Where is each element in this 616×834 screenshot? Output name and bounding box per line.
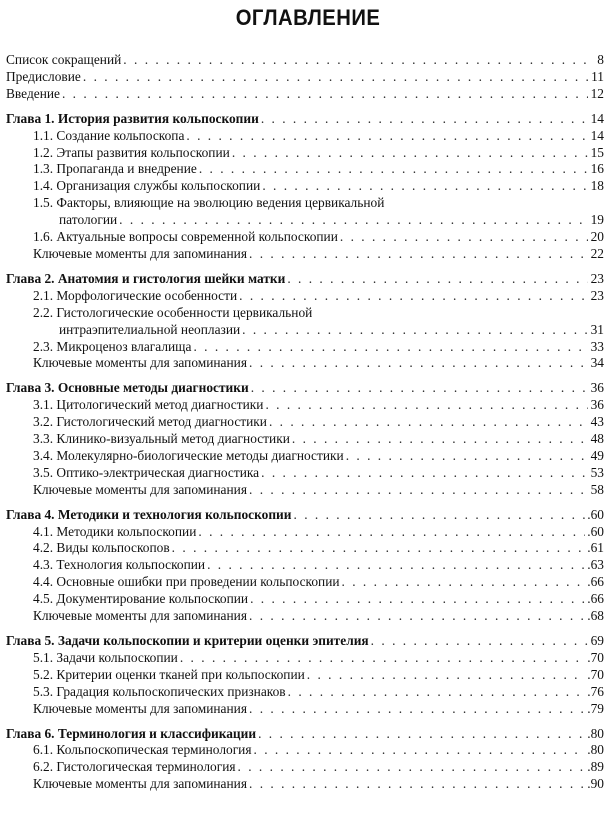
leader-dots bbox=[198, 524, 585, 541]
toc-page-number: .90 bbox=[587, 776, 604, 792]
toc-entry-label: Глава 5. Задачи кольпоскопии и критерии оценки эпителия bbox=[6, 633, 369, 648]
toc-entry-label: 6.1. Кольпоскопическая терминология bbox=[33, 742, 252, 758]
toc-page-number: 20 bbox=[590, 229, 604, 245]
leader-dots bbox=[199, 161, 588, 178]
chapter-heading[interactable] bbox=[6, 111, 604, 128]
leader-dots bbox=[249, 701, 585, 718]
toc-entry-key-points[interactable] bbox=[6, 355, 604, 372]
chapter-heading[interactable] bbox=[6, 507, 604, 524]
leader-dots bbox=[180, 650, 585, 667]
toc-entry[interactable] bbox=[6, 557, 604, 574]
toc-entry-label: Ключевые моменты для запоминания bbox=[33, 608, 247, 624]
toc-entry-label: Глава 4. Методики и технология кольпоскопии bbox=[6, 506, 292, 522]
toc-entry[interactable] bbox=[6, 145, 604, 162]
toc-entry[interactable] bbox=[6, 178, 604, 195]
toc-entry-label: 3.1. Цитологический метод диагностики bbox=[33, 397, 264, 413]
toc-entry-label: 1.4. Организация службы кольпоскопии bbox=[33, 178, 261, 194]
toc-entry[interactable] bbox=[6, 431, 604, 448]
toc-page-number: 14 bbox=[590, 110, 604, 126]
toc-entry[interactable] bbox=[6, 742, 604, 759]
toc-entry-label: Ключевые моменты для запоминания bbox=[33, 700, 247, 716]
toc-entry-label: Ключевые моменты для запоминания bbox=[33, 355, 247, 371]
chapter-heading[interactable] bbox=[6, 726, 604, 743]
toc-page-number: 8 bbox=[597, 52, 604, 67]
toc-page-number: 16 bbox=[590, 161, 604, 177]
toc-entry-label: Ключевые моменты для запоминания bbox=[33, 481, 247, 497]
toc-page-number: 34 bbox=[590, 355, 604, 371]
toc-entry-label: 1.1. Создание кольпоскопа bbox=[33, 127, 185, 143]
leader-dots bbox=[288, 684, 586, 701]
toc-entry-label: 5.1. Задачи кольпоскопии bbox=[33, 649, 178, 665]
toc-entry-label: 2.1. Морфологические особенности bbox=[33, 287, 238, 303]
toc-entry-key-points[interactable] bbox=[6, 246, 604, 263]
leader-dots bbox=[258, 726, 585, 743]
chapter-5 bbox=[6, 633, 604, 718]
toc-entry[interactable] bbox=[6, 524, 604, 541]
toc-entry-label: Список сокращений bbox=[6, 52, 122, 67]
toc-page-number: 53 bbox=[590, 464, 604, 480]
leader-dots bbox=[294, 507, 586, 524]
toc-page-number: 12 bbox=[590, 85, 604, 101]
toc-entry-label: 6.2. Гистологическая терминология bbox=[33, 759, 236, 775]
leader-dots bbox=[269, 414, 588, 431]
toc-entry[interactable] bbox=[6, 667, 604, 684]
toc-page-number: .70 bbox=[587, 649, 604, 665]
toc-entry-label: 5.3. Градация кольпоскопических признаков bbox=[33, 683, 286, 699]
toc-entry[interactable] bbox=[6, 128, 604, 145]
toc-page-number: 11 bbox=[591, 68, 604, 84]
toc-entry[interactable] bbox=[6, 339, 604, 356]
toc-entry-key-points[interactable] bbox=[6, 701, 604, 718]
leader-dots bbox=[249, 355, 588, 372]
toc-page-number: .70 bbox=[587, 666, 604, 682]
toc-entry-label: Глава 2. Анатомия и гистология шейки матки bbox=[6, 270, 286, 286]
leader-dots bbox=[186, 128, 588, 145]
toc-page-number: .79 bbox=[587, 700, 604, 716]
toc-entry[interactable] bbox=[6, 540, 604, 557]
toc-entry-label: 1.3. Пропаганда и внедрение bbox=[33, 161, 197, 177]
leader-dots bbox=[371, 633, 588, 650]
leader-dots bbox=[249, 246, 588, 263]
toc-entry-label: Глава 3. Основные методы диагностики bbox=[6, 380, 249, 396]
leader-dots bbox=[254, 742, 586, 759]
toc-page-number: .80 bbox=[587, 725, 604, 741]
toc-entry-abbreviations[interactable] bbox=[6, 52, 604, 69]
toc-entry[interactable] bbox=[6, 414, 604, 431]
toc-page-number: 36 bbox=[590, 397, 604, 413]
leader-dots bbox=[292, 431, 588, 448]
toc-page-number: .60 bbox=[587, 523, 604, 539]
toc-entry-label: патологии bbox=[59, 212, 118, 228]
leader-dots bbox=[119, 212, 588, 229]
leader-dots bbox=[83, 69, 588, 86]
toc-page-number: 19 bbox=[590, 212, 604, 228]
toc-page-number: 43 bbox=[590, 414, 604, 430]
toc-entry-label: 3.2. Гистологический метод диагностики bbox=[33, 414, 267, 430]
toc-entry-label: 4.4. Основные ошибки при проведении кольпоскопии bbox=[33, 574, 340, 590]
leader-dots bbox=[346, 448, 588, 465]
leader-dots bbox=[342, 574, 586, 591]
leader-dots bbox=[238, 759, 586, 776]
chapter-3 bbox=[6, 380, 604, 498]
toc-page-number: 36 bbox=[590, 380, 604, 396]
toc-entry-label: 4.2. Виды кольпоскопов bbox=[33, 540, 170, 556]
toc-entry-label: Ключевые моменты для запоминания bbox=[33, 776, 247, 792]
leader-dots bbox=[239, 288, 588, 305]
leader-dots bbox=[262, 178, 588, 195]
toc-entry[interactable] bbox=[6, 650, 604, 667]
leader-dots bbox=[123, 52, 588, 69]
toc-entry[interactable] bbox=[6, 397, 604, 414]
toc-entry[interactable] bbox=[6, 229, 604, 246]
toc-entry-wrapped-continuation[interactable] bbox=[6, 322, 604, 339]
toc-entry[interactable] bbox=[6, 161, 604, 178]
toc-page-number: 23 bbox=[590, 270, 604, 286]
toc-page-number: .66 bbox=[587, 591, 604, 607]
toc-entry-label: 1.2. Этапы развития кольпоскопии bbox=[33, 144, 230, 160]
toc-entry[interactable] bbox=[6, 465, 604, 482]
toc-entry-key-points[interactable] bbox=[6, 482, 604, 499]
leader-dots bbox=[193, 339, 588, 356]
toc-entry-label: Глава 1. История развития кольпоскопии bbox=[6, 110, 259, 126]
toc-entry[interactable] bbox=[6, 684, 604, 701]
toc-page-number: 58 bbox=[590, 481, 604, 497]
toc-page-number: 23 bbox=[590, 287, 604, 303]
toc-page-number: .63 bbox=[587, 557, 604, 573]
toc-page-number: .76 bbox=[587, 683, 604, 699]
chapter-4 bbox=[6, 507, 604, 625]
chapter-2 bbox=[6, 271, 604, 372]
leader-dots bbox=[207, 557, 585, 574]
toc-entry-label: интраэпителиальной неоплазии bbox=[59, 321, 241, 337]
leader-dots bbox=[232, 145, 588, 162]
leader-dots bbox=[249, 482, 588, 499]
toc-entry-label: 2.3. Микроценоз влагалища bbox=[33, 338, 192, 354]
toc-entry-label: 1.6. Актуальные вопросы современной кольпоскопии bbox=[33, 229, 338, 245]
toc-entry[interactable] bbox=[6, 288, 604, 305]
toc-entry-label: Введение bbox=[6, 85, 60, 101]
leader-dots bbox=[249, 776, 585, 793]
leader-dots bbox=[261, 111, 588, 128]
leader-dots bbox=[250, 591, 585, 608]
leader-dots bbox=[172, 540, 586, 557]
leader-dots bbox=[62, 86, 588, 103]
page-title: ОГЛАВЛЕНИЕ bbox=[235, 5, 381, 30]
toc-entry-label: 3.5. Оптико-электрическая диагностика bbox=[33, 464, 260, 480]
leader-dots bbox=[242, 322, 588, 339]
toc-entry-wrapped-first-line[interactable]: 2.2. Гистологические особенности цервикальной bbox=[33, 304, 313, 320]
toc-entry-label: 5.2. Критерии оценки тканей при кольпоскопии bbox=[33, 666, 305, 682]
toc-entry-label: 4.3. Технология кольпоскопии bbox=[33, 557, 206, 573]
leader-dots bbox=[249, 608, 585, 625]
toc-page-number: .60 bbox=[587, 506, 604, 522]
toc-entry[interactable] bbox=[6, 448, 604, 465]
toc-entry[interactable] bbox=[6, 591, 604, 608]
toc-entry-label: 4.1. Методики кольпоскопии bbox=[33, 523, 197, 539]
toc-entry-introduction[interactable] bbox=[6, 86, 604, 103]
toc-entry-key-points[interactable] bbox=[6, 608, 604, 625]
leader-dots bbox=[307, 667, 585, 684]
toc-entry-label: Предисловие bbox=[6, 68, 81, 84]
chapter-heading[interactable] bbox=[6, 633, 604, 650]
toc-entry-label: 4.5. Документирование кольпоскопии bbox=[33, 591, 249, 607]
toc-entry-preface[interactable] bbox=[6, 69, 604, 86]
chapter-heading[interactable] bbox=[6, 271, 604, 288]
toc-entry-wrapped-continuation[interactable] bbox=[6, 212, 604, 229]
toc-page-number: 14 bbox=[590, 127, 604, 143]
toc-page-number: 49 bbox=[590, 447, 604, 463]
leader-dots bbox=[287, 271, 588, 288]
leader-dots bbox=[261, 465, 588, 482]
toc-entry-label: Ключевые моменты для запоминания bbox=[33, 245, 247, 261]
toc-entry[interactable] bbox=[6, 574, 604, 591]
toc-page-number: 22 bbox=[590, 245, 604, 261]
toc-entry[interactable] bbox=[6, 759, 604, 776]
front-matter bbox=[6, 52, 604, 103]
toc-page-number: .61 bbox=[587, 540, 604, 556]
toc-page-number: 48 bbox=[590, 431, 604, 447]
toc-page-number: 18 bbox=[590, 178, 604, 194]
chapter-6 bbox=[6, 726, 604, 794]
toc-page-number: .89 bbox=[587, 759, 604, 775]
toc-page-number: 15 bbox=[590, 144, 604, 160]
leader-dots bbox=[251, 380, 588, 397]
toc-page-number: .80 bbox=[587, 742, 604, 758]
leader-dots bbox=[265, 397, 588, 414]
table-of-contents bbox=[6, 52, 604, 801]
toc-page-number: 33 bbox=[590, 338, 604, 354]
toc-entry-key-points[interactable] bbox=[6, 776, 604, 793]
toc-entry-label: Глава 6. Терминология и классификации bbox=[6, 725, 257, 741]
chapter-1 bbox=[6, 111, 604, 263]
toc-page-number: 31 bbox=[590, 321, 604, 337]
chapter-heading[interactable] bbox=[6, 380, 604, 397]
toc-entry-label: 3.4. Молекулярно-биологические методы диагностики bbox=[33, 447, 344, 463]
toc-page-number: 69 bbox=[590, 633, 604, 648]
toc-entry-label: 3.3. Клинико-визуальный метод диагностики bbox=[33, 431, 290, 447]
toc-entry-wrapped-first-line[interactable]: 1.5. Факторы, влияющие на эволюцию ведения цервикальной bbox=[33, 195, 385, 211]
toc-page-number: .66 bbox=[587, 574, 604, 590]
leader-dots bbox=[340, 229, 588, 246]
toc-page-number: .68 bbox=[587, 608, 604, 624]
